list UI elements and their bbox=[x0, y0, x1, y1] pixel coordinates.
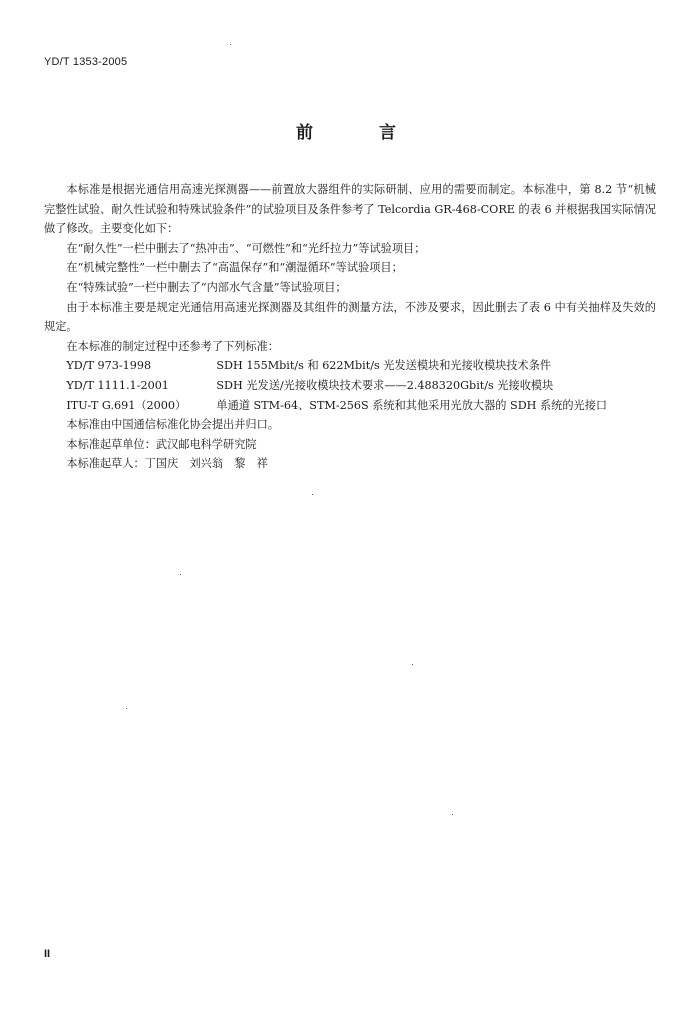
change-item-special: 在“特殊试验”一栏中删去了“内部水气含量”等试验项目； bbox=[66, 280, 347, 294]
reference-title: SDH 155Mbit/s 和 622Mbit/s 光发送模块和光接收模块技术条件 bbox=[216, 359, 552, 373]
reference-row bbox=[44, 396, 656, 416]
reference-code: YD/T 973-1998 bbox=[66, 359, 152, 373]
change-item-mechanical: 在“机械完整性”一栏中删去了“高温保存”和“潮湿循环”等试验项目； bbox=[66, 261, 403, 275]
page-title: 前言 bbox=[296, 123, 462, 143]
document-code: YD/T 1353-2005 bbox=[44, 56, 128, 68]
intro-paragraph: 本标准是根据光通信用高速光探测器——前置放大器组件的实际研制、应用的需要而制定。本标准中，第 8.2 节“机械完整性试验、耐久性试验和特殊试验条件”的试验项目及条件参考了 Telcordia GR-468-CORE 的表 6 并根据我国实际情况做了修改。主要变化如下： bbox=[44, 183, 656, 236]
drafting-unit: 本标准起草单位：武汉邮电科学研究院 bbox=[66, 437, 257, 451]
sampling-note-paragraph: 由于本标准主要是规定光通信用高速光探测器及其组件的测量方法，不涉及要求，因此删去了表 6 中有关抽样及失效的规定。 bbox=[44, 300, 656, 334]
scan-speck bbox=[180, 574, 181, 575]
scan-speck bbox=[452, 814, 453, 815]
drafters: 本标准起草人：丁国庆 刘兴翁 黎 祥 bbox=[66, 457, 268, 471]
change-item-durability: 在“耐久性”一栏中删去了“热冲击”、“可燃性”和“光纤拉力”等试验项目； bbox=[66, 241, 426, 255]
reference-row bbox=[44, 376, 656, 396]
scan-speck bbox=[312, 494, 313, 495]
reference-code: ITU-T G.691（2000） bbox=[66, 398, 187, 412]
reference-title: SDH 光发送/光接收模块技术要求——2.488320Gbit/s 光接收模块 bbox=[216, 378, 554, 392]
reference-code: YD/T 1111.1-2001 bbox=[66, 378, 169, 392]
reference-title: 单通道 STM-64、STM-256S 系统和其他采用光放大器的 SDH 系统的光接口 bbox=[216, 398, 608, 412]
page-number: II bbox=[44, 948, 51, 960]
proposer-statement: 本标准由中国通信标准化协会提出并归口。 bbox=[66, 418, 279, 432]
references-intro: 在本标准的制定过程中还参考了下列标准： bbox=[66, 339, 279, 353]
document-body bbox=[44, 180, 656, 474]
scan-speck bbox=[412, 664, 413, 665]
reference-row bbox=[44, 356, 656, 376]
scan-speck bbox=[230, 44, 231, 45]
scan-speck bbox=[126, 708, 127, 709]
